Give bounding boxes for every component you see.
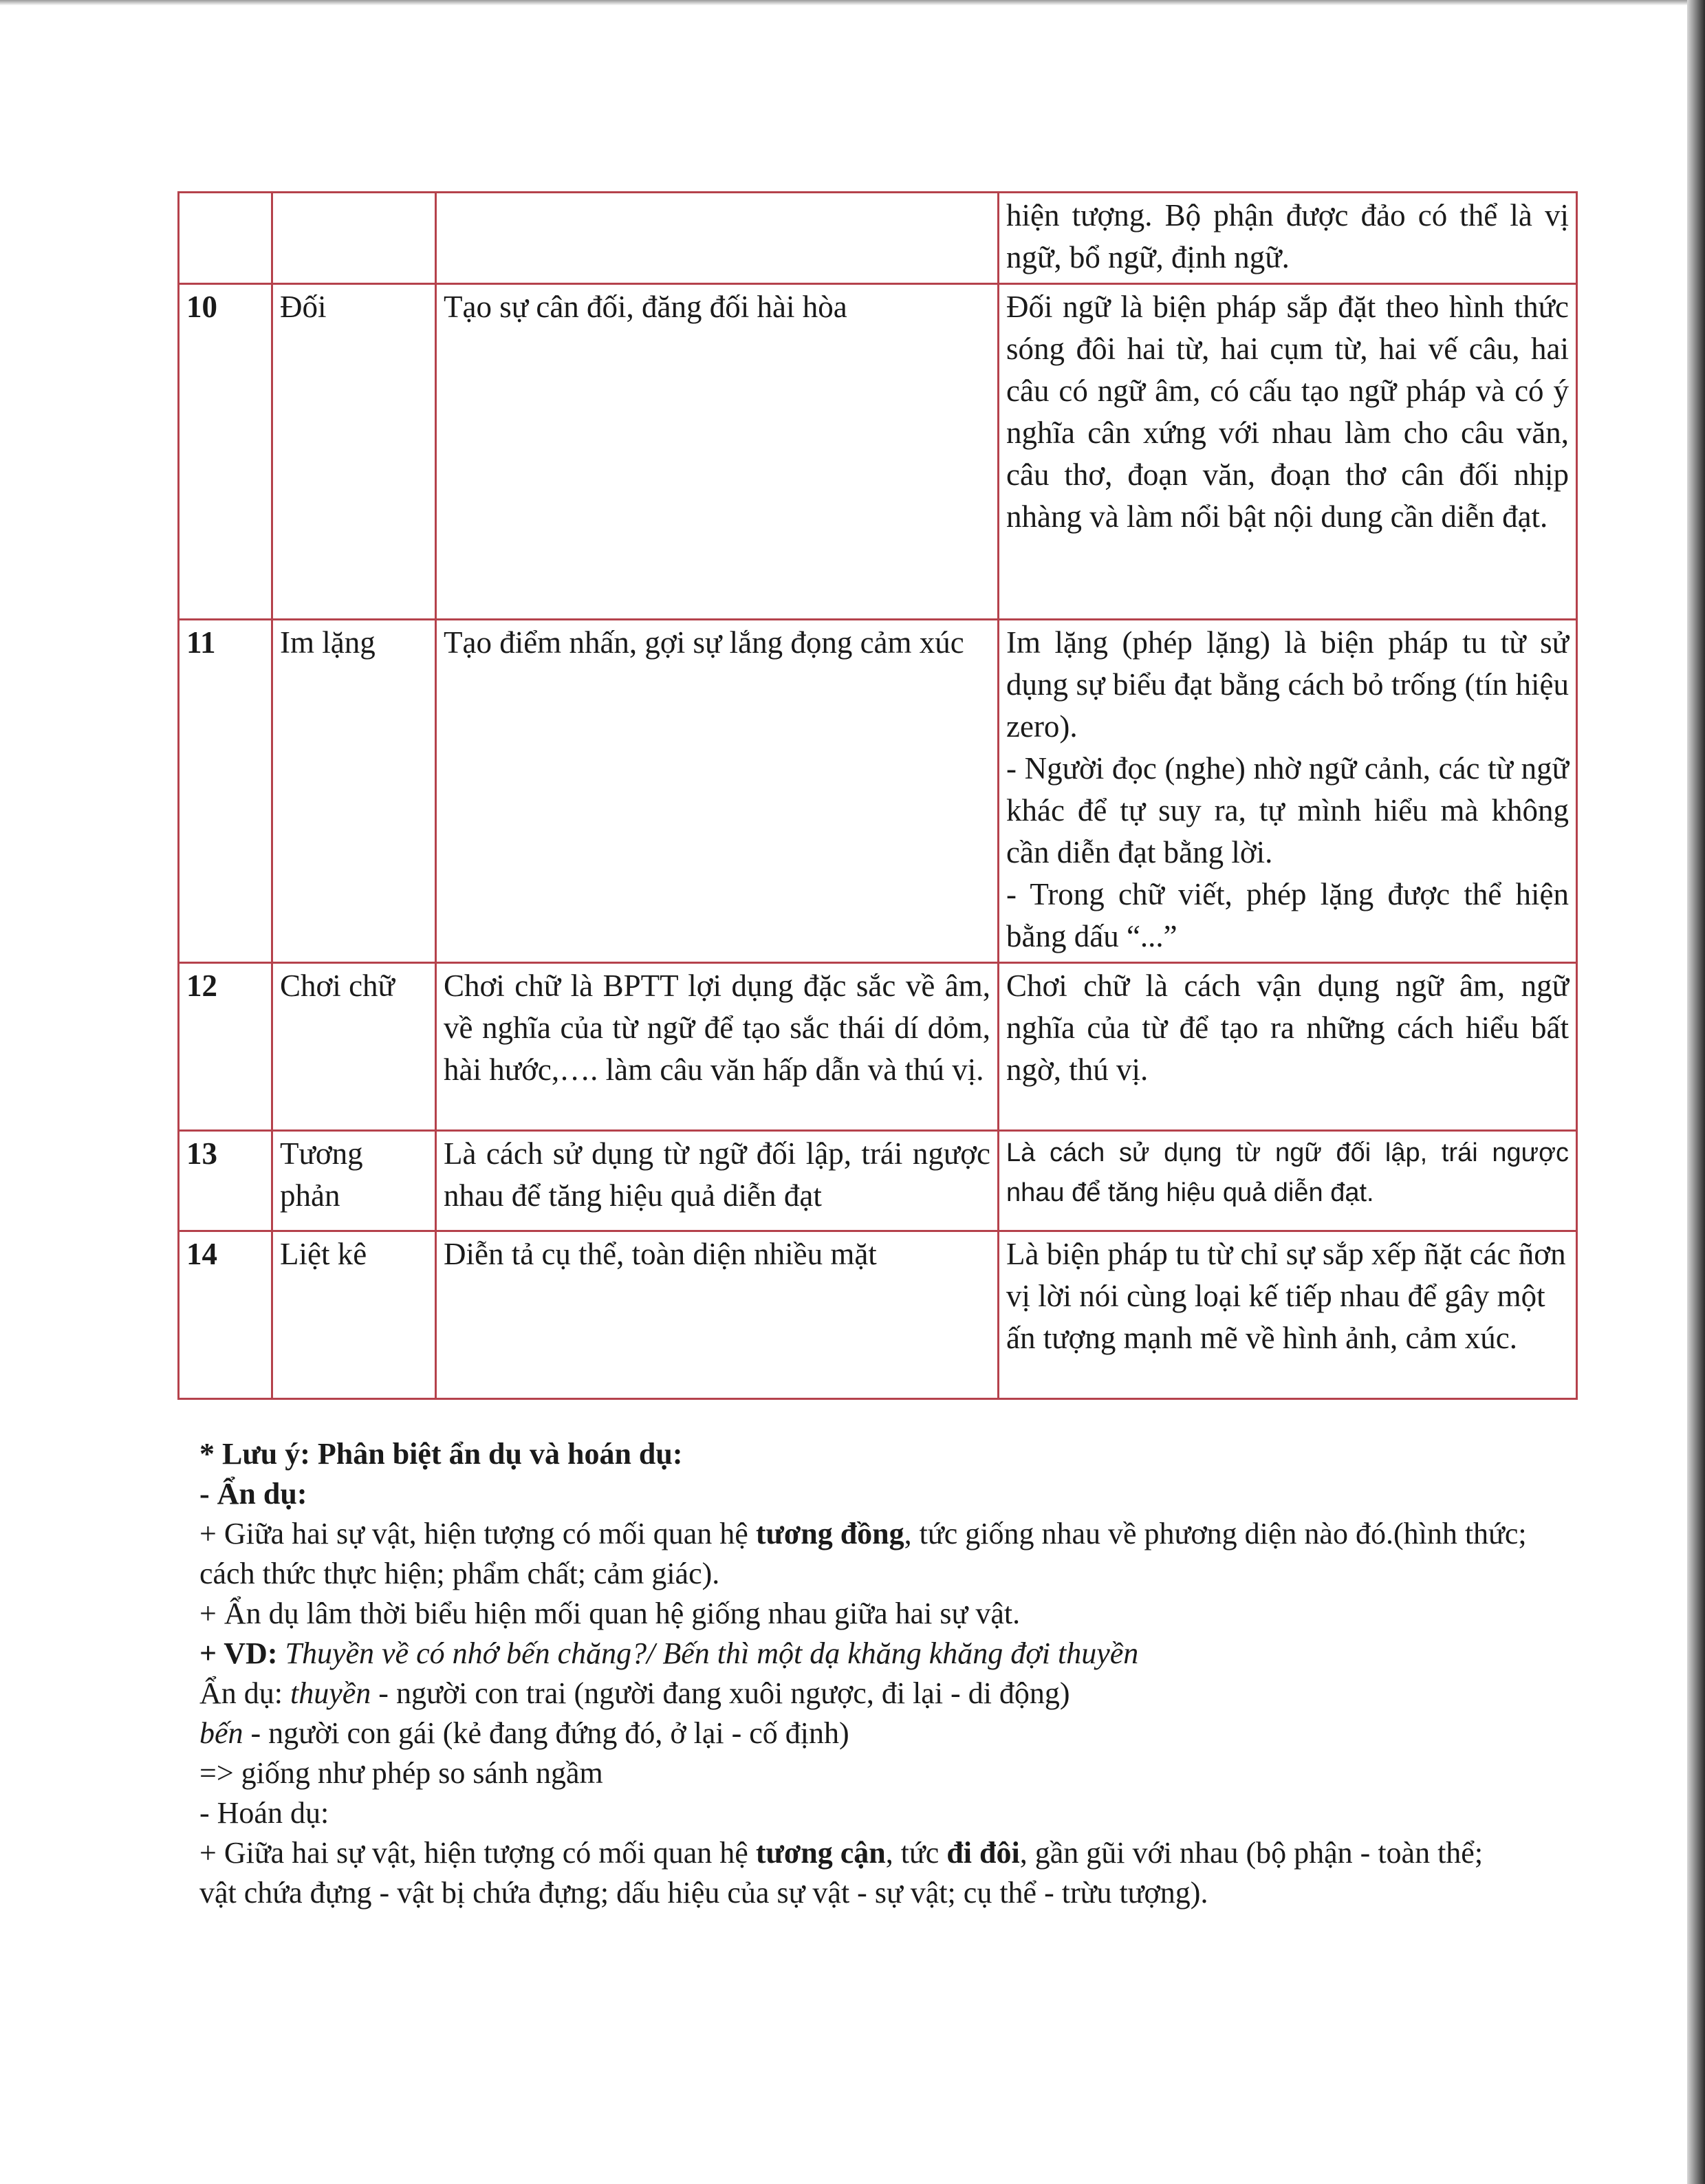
table-row [179, 1131, 1577, 1231]
hoan-du-title: - Hoán dụ: [199, 1796, 329, 1830]
notes-section [199, 1434, 1527, 1913]
an-du-explain-1: Ẩn dụ: thuyền - người con trai (người đang xuôi ngược, đi lại - di động) [199, 1676, 1070, 1710]
cell-no: 11 [179, 620, 272, 963]
cell-name: Chơi chữ [272, 963, 436, 1131]
cell-definition: Là cách sử dụng từ ngữ đối lập, trái ngược nhau để tăng hiệu quả diễn đạt. [999, 1131, 1577, 1231]
cell-effect: Tạo sự cân đối, đăng đối hài hòa [436, 284, 999, 620]
cell-definition: Chơi chữ là cách vận dụng ngữ âm, ngữ nghĩa của từ để tạo ra những cách hiểu bất ngờ, thú vị. [999, 963, 1577, 1131]
table-row [179, 963, 1577, 1131]
cell-definition [999, 620, 1577, 963]
cell-definition: Là biện pháp tu từ chỉ sự sắp xếp ñặt các ñơn vị lời nói cùng loại kế tiếp nhau để gây một ấn tượng mạnh mẽ về hình ảnh, cảm xúc. [999, 1231, 1577, 1399]
example-line: + VD: Thuyền về có nhớ bến chăng?/ Bến thì một dạ khăng khăng đợi thuyền [199, 1636, 1139, 1670]
scan-top-edge [0, 0, 1705, 6]
definition-line: - Trong chữ viết, phép lặng được thể hiện bằng dấu “...” [1006, 877, 1569, 953]
an-du-explain-2: bến - người con gái (kẻ đang đứng đó, ở lại - cố định) [199, 1716, 849, 1750]
an-du-point-2: + Ẩn dụ lâm thời biểu hiện mối quan hệ giống nhau giữa hai sự vật. [199, 1597, 1021, 1630]
an-du-point-1: + Giữa hai sự vật, hiện tượng có mối quan hệ tương đồng, tức giống nhau về phương diện nào đó.(hình thức; cách thức thực hiện; phẩm chất; cảm giác). [199, 1517, 1527, 1590]
cell-name [272, 193, 436, 284]
cell-definition: hiện tượng. Bộ phận được đảo có thể là vị ngữ, bổ ngữ, định ngữ. [999, 193, 1577, 284]
cell-name: Tương phản [272, 1131, 436, 1231]
cell-no: 10 [179, 284, 272, 620]
cell-effect: Chơi chữ là BPTT lợi dụng đặc sắc về âm, về nghĩa của từ ngữ để tạo sắc thái dí dỏm, hài hước,…. làm câu văn hấp dẫn và thú vị. [436, 963, 999, 1131]
cell-name: Im lặng [272, 620, 436, 963]
notes-heading: * Lưu ý: Phân biệt ẩn dụ và hoán dụ: [199, 1437, 683, 1471]
table-row [179, 193, 1577, 284]
cell-no: 14 [179, 1231, 272, 1399]
an-du-conclusion: => giống như phép so sánh ngầm [199, 1756, 603, 1790]
scan-right-edge [1687, 0, 1705, 2184]
definition-line: - Người đọc (nghe) nhờ ngữ cảnh, các từ ngữ khác để tự suy ra, tự mình hiểu mà không cần diễn đạt bằng lời. [1006, 751, 1569, 869]
table-row [179, 284, 1577, 620]
table-row [179, 620, 1577, 963]
cell-no: 12 [179, 963, 272, 1131]
definition-line: Im lặng (phép lặng) là biện pháp tu từ sử dụng sự biểu đạt bằng cách bỏ trống (tín hiệu zero). [1006, 625, 1569, 744]
an-du-title: - Ẩn dụ: [199, 1477, 307, 1511]
table-row [179, 1231, 1577, 1399]
hoan-du-point-1: + Giữa hai sự vật, hiện tượng có mối quan hệ tương cận, tức đi đôi, gần gũi với nhau (bộ phận - toàn thể; vật chứa đựng - vật bị chứa đựng; dấu hiệu của sự vật - sự vật; cụ thể - trừu tượng). [199, 1836, 1484, 1910]
cell-definition: Đối ngữ là biện pháp sắp đặt theo hình thức sóng đôi hai từ, hai cụm từ, hai vế câu, hai câu có ngữ âm, có cấu tạo ngữ pháp và có ý nghĩa cân xứng với nhau làm cho câu văn, câu thơ, đoạn văn, đoạn thơ cân đối nhịp nhàng và làm nổi bật nội dung cần diễn đạt. [999, 284, 1577, 620]
rhetoric-table [177, 191, 1578, 1400]
cell-effect [436, 193, 999, 284]
cell-effect: Diễn tả cụ thể, toàn diện nhiều mặt [436, 1231, 999, 1399]
cell-no [179, 193, 272, 284]
cell-name: Liệt kê [272, 1231, 436, 1399]
cell-no: 13 [179, 1131, 272, 1231]
cell-effect: Là cách sử dụng từ ngữ đối lập, trái ngược nhau để tăng hiệu quả diễn đạt [436, 1131, 999, 1231]
cell-name: Đối [272, 284, 436, 620]
cell-effect: Tạo điểm nhấn, gợi sự lắng đọng cảm xúc [436, 620, 999, 963]
